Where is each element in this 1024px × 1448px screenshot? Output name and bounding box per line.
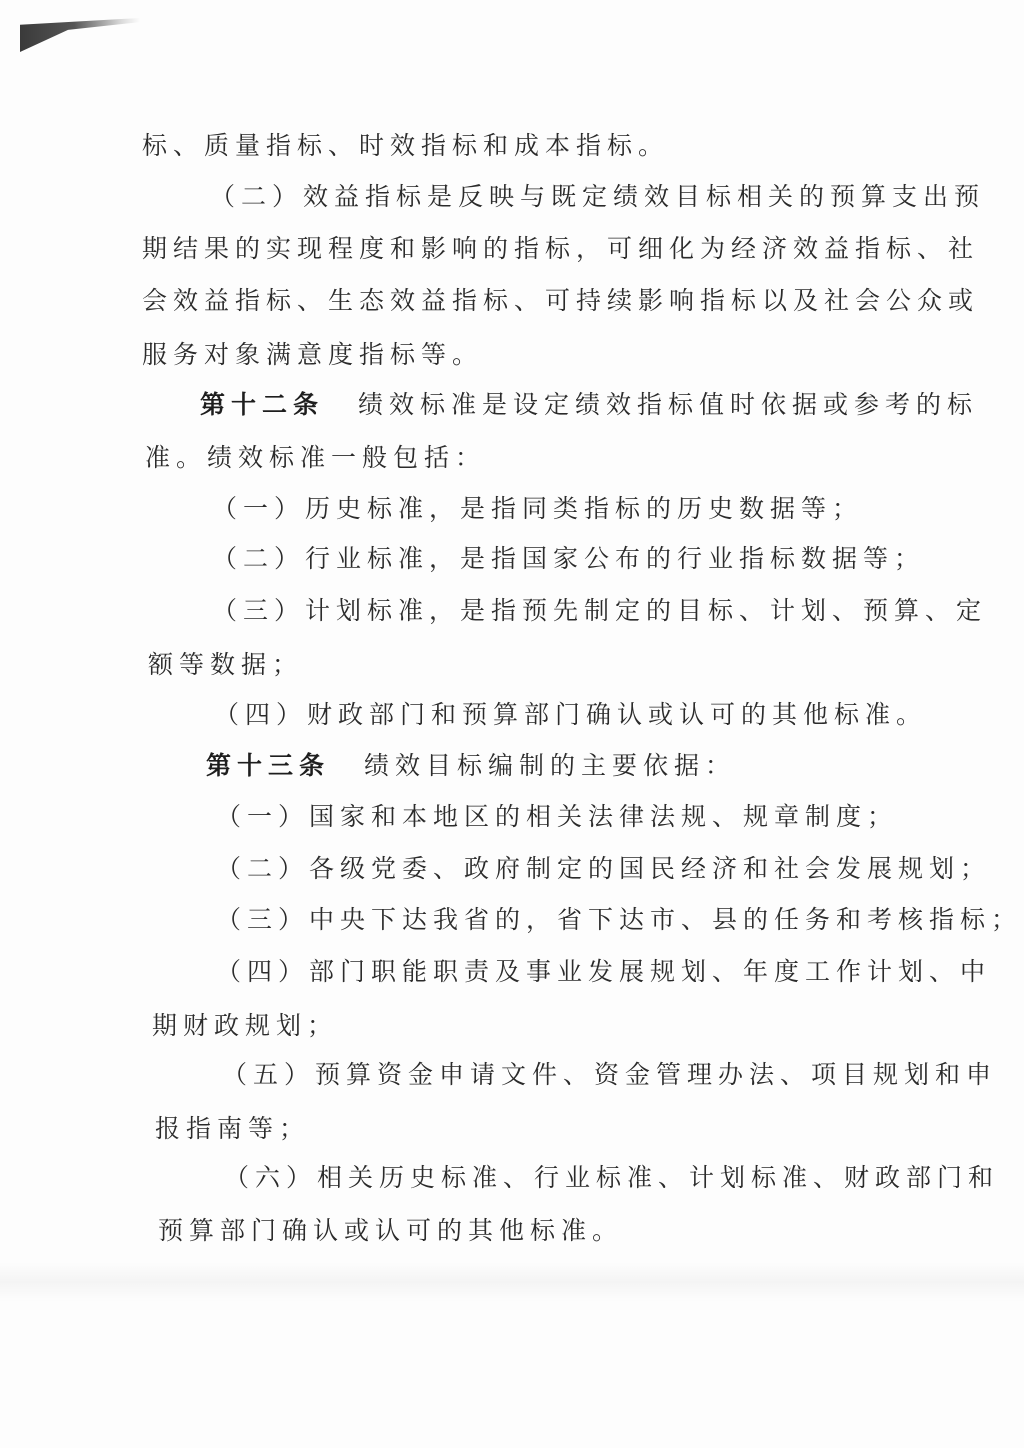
text-line: 会效益指标、生态效益指标、可持续影响指标以及社会公众或 xyxy=(142,286,980,315)
article-13-line xyxy=(206,751,736,781)
article-13-heading: 第十三条 xyxy=(206,751,331,780)
text-line: （三）中央下达我省的，省下达市、县的任务和考核指标； xyxy=(216,905,1023,934)
text-line: 准。绩效标准一般包括： xyxy=(145,443,487,472)
text-line: 标、质量指标、时效指标和成本指标。 xyxy=(142,131,670,160)
text-line: （一）历史标准，是指同类指标的历史数据等； xyxy=(212,494,864,523)
text-line: 服务对象满意度指标等。 xyxy=(142,340,484,369)
scan-corner-shadow xyxy=(20,18,140,52)
text-line: （五）预算资金申请文件、资金管理办法、项目规划和申 xyxy=(222,1060,998,1089)
text-line: （二）行业标准，是指国家公布的行业指标数据等； xyxy=(212,544,926,573)
article-12-line xyxy=(200,390,978,420)
text-line: （二）效益指标是反映与既定绩效目标相关的预算支出预 xyxy=(210,182,986,211)
text-line: 期结果的实现程度和影响的指标，可细化为经济效益指标、社 xyxy=(142,234,980,263)
text-line: （六）相关历史标准、行业标准、计划标准、财政部门和 xyxy=(224,1163,1000,1192)
text-line: 额等数据； xyxy=(148,650,304,679)
text-line: （四）部门职能职责及事业发展规划、年度工作计划、中 xyxy=(216,957,992,986)
text-line: （二）各级党委、政府制定的国民经济和社会发展规划； xyxy=(216,854,992,883)
article-13-text: 绩效目标编制的主要依据： xyxy=(364,751,737,780)
article-12-text: 绩效标准是设定绩效指标值时依据或参考的标 xyxy=(358,390,979,419)
text-line: （四）财政部门和预算部门确认或认可的其他标准。 xyxy=(214,700,928,729)
text-line: 期财政规划； xyxy=(152,1011,339,1040)
text-line: 预算部门确认或认可的其他标准。 xyxy=(158,1216,624,1245)
text-line: 报指南等； xyxy=(155,1114,311,1143)
scan-artifact-band xyxy=(0,1262,1024,1302)
text-line: （一）国家和本地区的相关法律法规、规章制度； xyxy=(216,802,899,831)
text-line: （三）计划标准，是指预先制定的目标、计划、预算、定 xyxy=(212,596,988,625)
article-12-heading: 第十二条 xyxy=(200,390,325,419)
